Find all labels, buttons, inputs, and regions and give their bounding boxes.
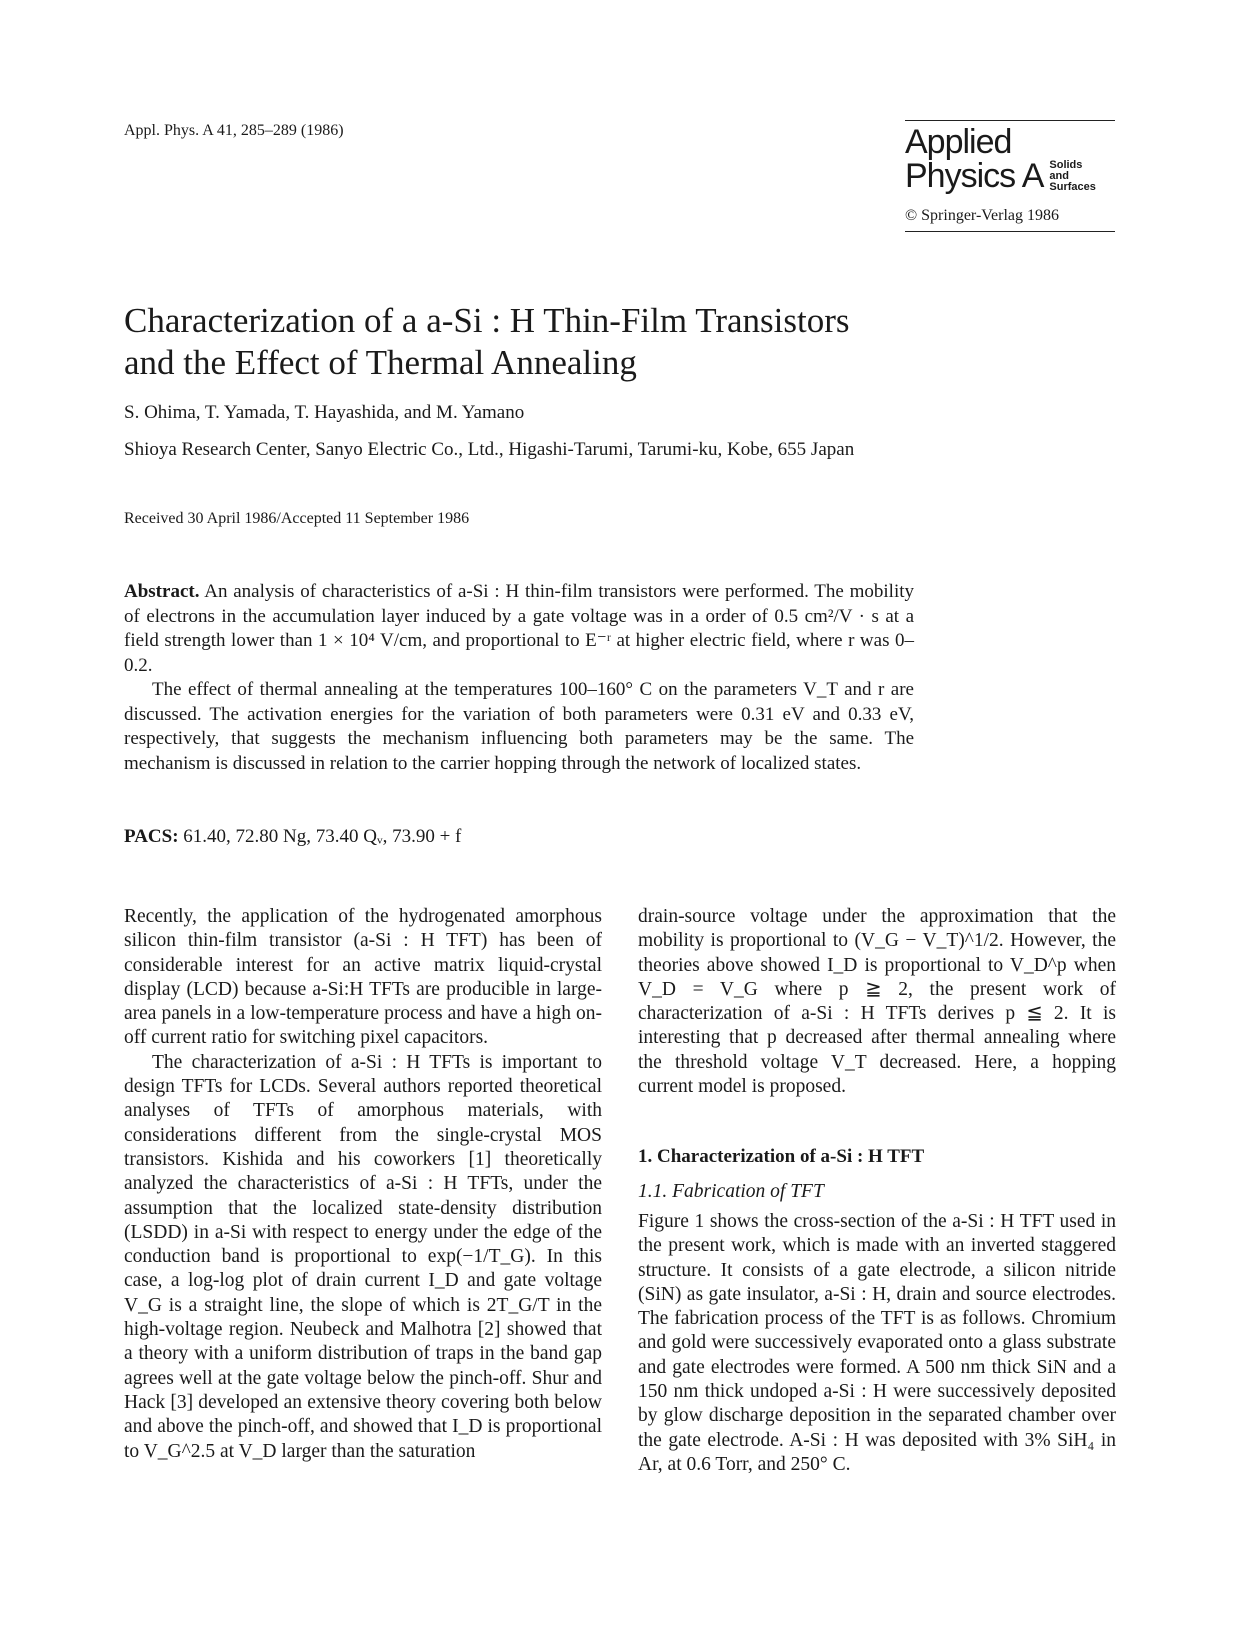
paper-title (124, 300, 944, 384)
body-column-left (124, 905, 602, 1464)
section-heading: 1. Characterization of a-Si : H TFT (638, 1146, 925, 1168)
journal-name (905, 125, 1043, 193)
journal-masthead (905, 120, 1115, 232)
abstract-text-1: An analysis of characteristics of a-Si : H thin-film transistors were performed. The mobility of electrons in the accumulation layer induced by a gate voltage was in a order of 0.5 cm²/V · s at a field strength lower than 1 × 10⁴ V/cm, and proportional to E⁻ʳ at higher electric field, where r was 0–0.2. (124, 581, 915, 676)
title-line-2: and the Effect of Thermal Annealing (124, 343, 637, 382)
abstract-label: Abstract. (124, 581, 200, 602)
journal-brand (905, 125, 1115, 193)
abstract (124, 580, 914, 776)
body-paragraph: The characterization of a-Si : H TFTs is important to design TFTs for LCDs. Several authors reported theoretical analyses of TFTs of amorphous materials, with considerations different from the single-crystal MOS transistors. Kishida and his coworkers [1] theoretically analyzed the characteristics of a-Si : H TFTs, under the assumption that the localized state-density distribution (LSDD) in a-Si with respect to energy under the edge of the conduction band is proportional to exp(−1/T_G). In this case, a log-log plot of drain current I_D and gate voltage V_G is a straight line, the slope of which is 2T_G/T in the high-voltage region. Neubeck and Malhotra [2] showed that a theory with a uniform distribution of traps in the band gap agrees well at the gate voltage below the pinch-off. Shur and Hack [3] developed an extensive theory covering both below and above the pinch-off, and showed that I_D is proportional to V_G^2.5 at V_D larger than the saturation (124, 1051, 602, 1462)
pacs-codes (124, 826, 461, 848)
body-column-right (638, 905, 1116, 1477)
copyright-notice: © Springer-Verlag 1986 (905, 207, 1060, 224)
title-line-1: Characterization of a a-Si : H Thin-Film Transistors (124, 301, 850, 340)
journal-name-line2: Physics A (905, 157, 1044, 195)
body-paragraph: Recently, the application of the hydrogenated amorphous silicon thin-film transistor (a-Si : H TFT) has been of considerable interest for an active matrix liquid-crystal display (LCD) because a-Si:H TFTs are producible in large-area panels in a low-temperature process and have a high on-off current ratio for switching pixel capacitors. (124, 906, 602, 1049)
journal-citation: Appl. Phys. A 41, 285–289 (1986) (124, 122, 344, 139)
body-paragraph: Figure 1 shows the cross-section of the a-Si : H TFT used in the present work, which is made with an inverted staggered structure. It consists of a gate electrode, a silicon nitride (SiN) as gate insulator, a-Si : H, drain and source electrodes. The fabrication process of the TFT is as follows. Chromium and gold were successively evaporated onto a glass substrate and gate electrodes were formed. A 500 nm thick SiN and a 150 nm thick undoped a-Si : H were successively deposited by glow discharge deposition in the separated chamber over the gate electrode. A-Si : H was deposited with 3% SiH₄ in Ar, at 0.6 Torr, and 250° C. (638, 1210, 1116, 1475)
pacs-label: PACS: (124, 826, 179, 847)
abstract-paragraph-2: The effect of thermal annealing at the temperatures 100–160° C on the parameters V_T and r are discussed. The activation energies for the variation of both parameters were 0.31 eV and 0.33 eV, respectively, that suggests the mechanism influencing both parameters may be the same. The mechanism is discussed in relation to the carrier hopping through the network of localized states. (124, 679, 914, 774)
journal-subtitle: Solids and Surfaces (1049, 159, 1096, 193)
author-list: S. Ohima, T. Yamada, T. Hayashida, and M. Yamano (124, 402, 525, 423)
abstract-paragraph-1 (124, 580, 914, 678)
affiliation: Shioya Research Center, Sanyo Electric Co., Ltd., Higashi-Tarumi, Tarumi-ku, Kobe, 655 Japan (124, 439, 855, 460)
body-paragraph: drain-source voltage under the approximation that the mobility is proportional to (V_G − V_T)^1/2. However, the theories above showed I_D is proportional to V_D^p when V_D = V_G where p ≧ 2, the present work of characterization of a-Si : H TFTs derives p ≦ 2. It is interesting that p decreased after thermal annealing where the threshold voltage V_T decreased. Here, a hopping current model is proposed. (638, 906, 1116, 1098)
journal-name-line1: Applied (905, 123, 1012, 161)
pacs-value: 61.40, 72.80 Ng, 73.40 Qᵥ, 73.90 + f (183, 826, 462, 847)
received-dates: Received 30 April 1986/Accepted 11 September 1986 (124, 510, 470, 527)
subsection-heading: 1.1. Fabrication of TFT (638, 1180, 824, 1202)
